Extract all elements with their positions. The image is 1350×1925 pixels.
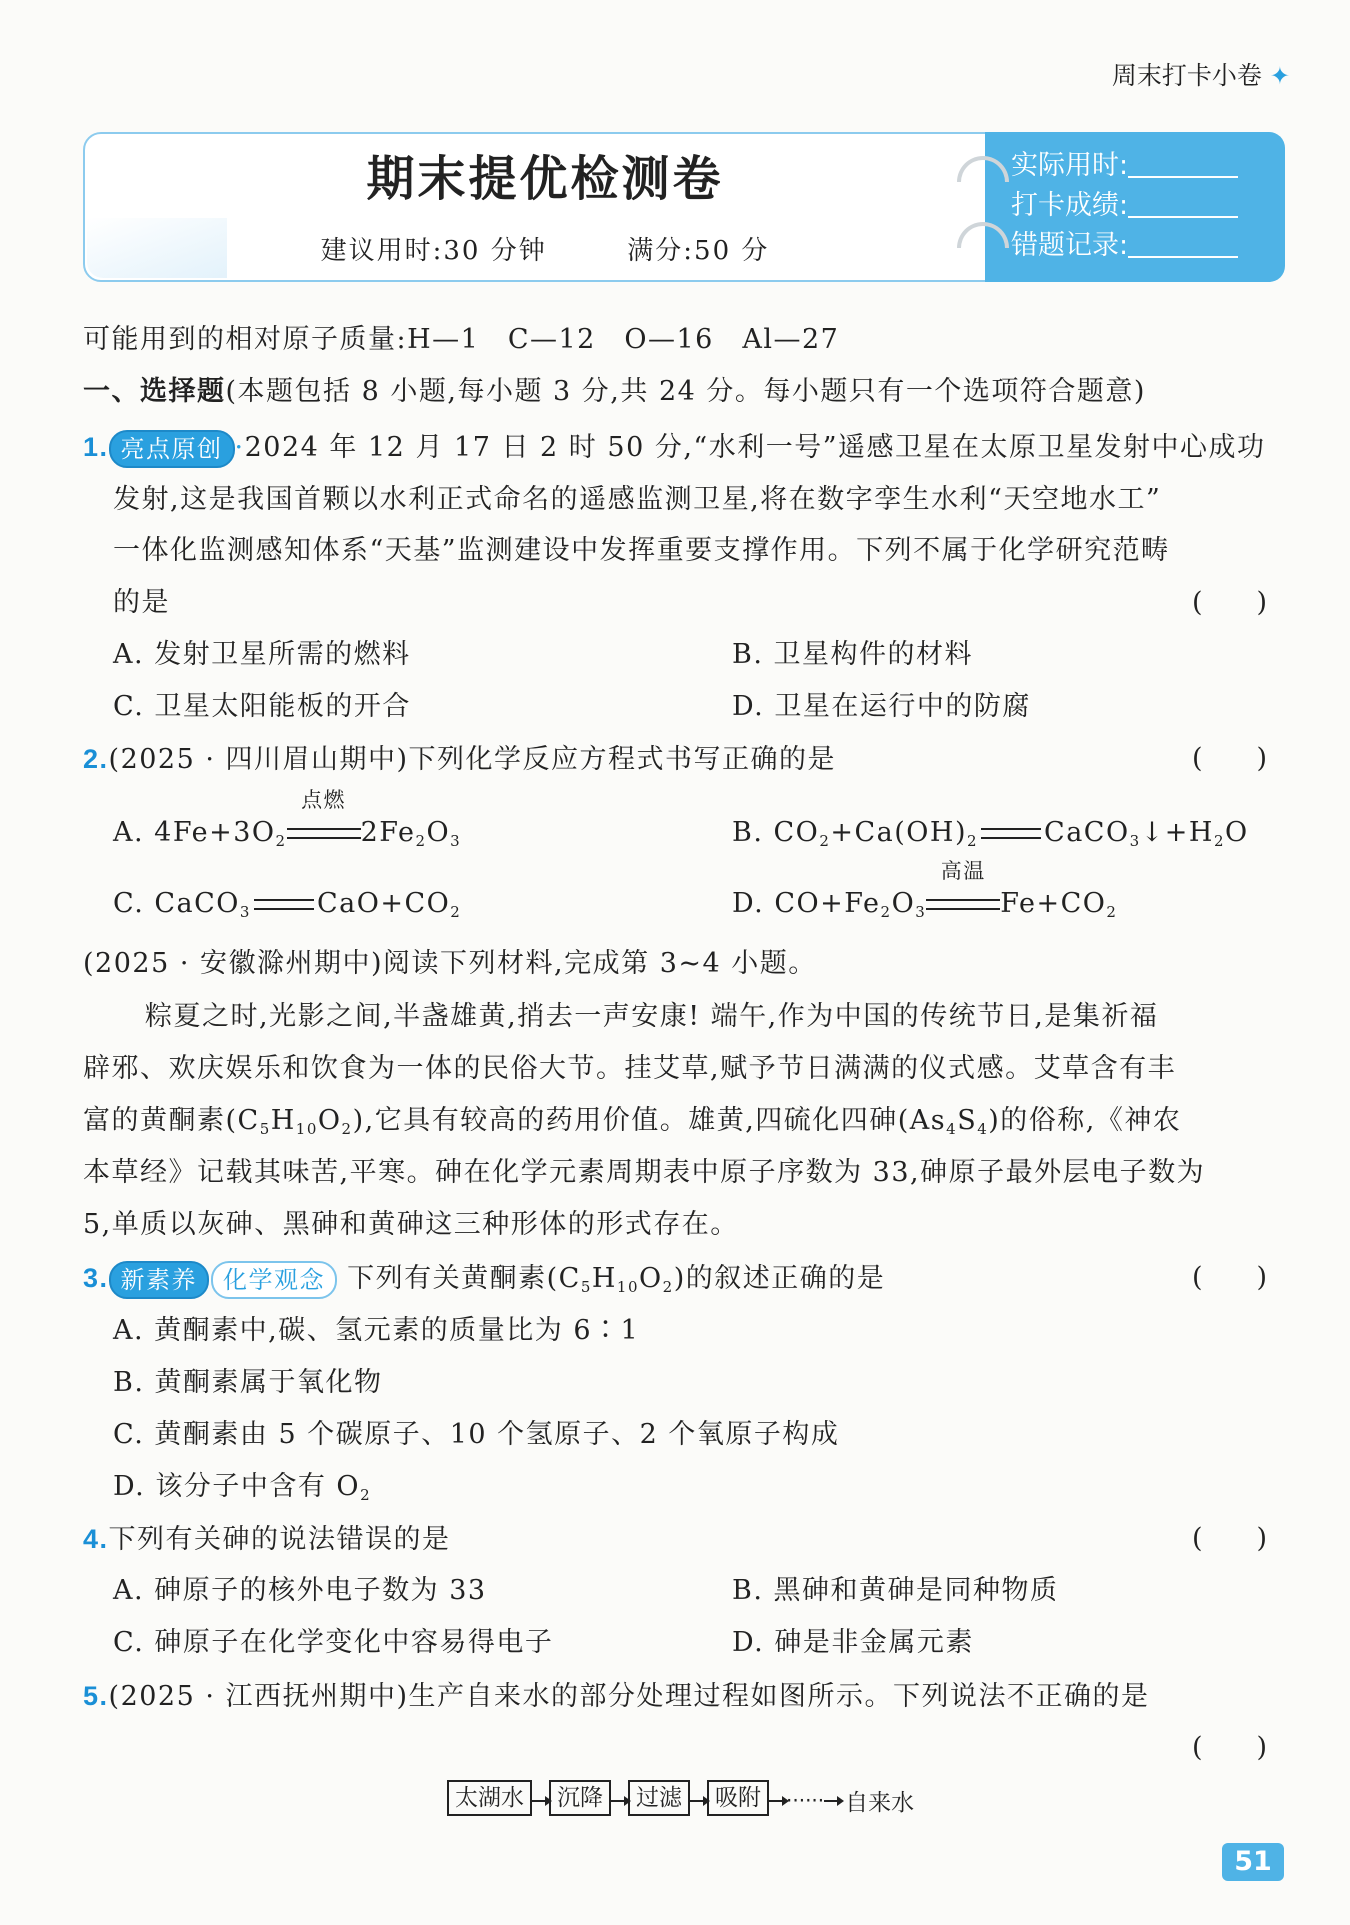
q4-answer-paren[interactable]: ( ) xyxy=(1192,1523,1268,1554)
passage-p1: 粽夏之时,光影之间,半盏雄黄,捎去一声安康! 端午,作为中国的传统节日,是集祈福 xyxy=(145,1001,1159,1032)
q3-stem: 3. 新素养 化学观念 下列有关黄酮素$(C_5H_{10}O_2)$的叙述正确的是 xyxy=(83,1258,885,1299)
q1-line3: 一体化监测感知体系“天基”监测建设中发挥重要支撑作用。下列不属于化学研究范畴 xyxy=(113,535,1170,566)
q3-option-b[interactable]: B. 黄酮素属于氧化物 xyxy=(113,1367,383,1398)
q2-option-b[interactable]: B. $CO_2+Ca(OH)_2$ $CaCO_3↓+H_2O$ xyxy=(732,817,1249,850)
q2-number: 2. xyxy=(83,744,109,774)
corner-title: 周末打卡小卷 xyxy=(1111,61,1262,90)
page-number: 51 xyxy=(1222,1843,1284,1881)
q4-option-d[interactable]: D. 砷是非金属元素 xyxy=(732,1627,974,1658)
section-note: (本题包括 8 小题,每小题 3 分,共 24 分。每小题只有一个选项符合题意) xyxy=(225,376,1146,407)
q2-option-a[interactable]: A. $4Fe+3O_2$ 点燃 $2Fe_2O_3$ xyxy=(113,813,461,853)
q1-option-a[interactable]: A. 发射卫星所需的燃料 xyxy=(113,639,411,670)
q2-answer-paren[interactable]: ( ) xyxy=(1192,743,1268,774)
arrow-icon xyxy=(532,1800,548,1802)
sparkle-icon: ✦ xyxy=(1269,62,1290,90)
arrow-icon xyxy=(824,1800,840,1802)
flow-step-settle: 沉降 xyxy=(549,1780,611,1816)
reaction-condition: 点燃 xyxy=(287,813,361,853)
q1-option-b[interactable]: B. 卫星构件的材料 xyxy=(732,639,974,670)
corner-header xyxy=(1112,56,1290,92)
q2-option-c[interactable]: C. CaCO$_3$ $CaO+CO_2$ xyxy=(113,888,462,921)
water-process-flow xyxy=(447,1780,914,1817)
q4-stem: 4.下列有关砷的说法错误的是 xyxy=(83,1524,451,1555)
q5-number: 5. xyxy=(83,1681,109,1711)
q1-line1: 1. 亮点原创 ·2024 年 12 月 17 日 2 时 50 分,“水利一号”遥感卫星在太原卫星发射中心成功 xyxy=(83,427,1266,468)
flow-dots: ······ xyxy=(786,1788,825,1813)
arrow-icon xyxy=(769,1800,785,1802)
q3-number: 3. xyxy=(83,1263,109,1293)
q3-option-a[interactable]: A. 黄酮素中,碳、氢元素的质量比为 6∶1 xyxy=(113,1315,640,1346)
passage-intro: (2025 · 安徽滁州期中)阅读下列材料,完成第 3~4 小题。 xyxy=(83,948,817,979)
q3-option-c[interactable]: C. 黄酮素由 5 个碳原子、10 个氢原子、2 个氧原子构成 xyxy=(113,1419,840,1450)
passage-p3: 富的黄酮素$(C_5H_{10}O_2)$,它具有较高的药用价值。雄黄,四硫化四砷$(As_4S_4)$的俗称,《神农 xyxy=(83,1105,1182,1138)
q1-option-c[interactable]: C. 卫星太阳能板的开合 xyxy=(113,691,411,722)
reaction-condition: 高温 xyxy=(926,884,1000,924)
arrow-icon xyxy=(690,1800,706,1802)
flow-step-lake: 太湖水 xyxy=(447,1780,532,1816)
score-row[interactable]: 打卡成绩: xyxy=(1011,186,1238,226)
exam-title: 期末提优检测卷 xyxy=(366,151,724,207)
q2-stem: 2.(2025 · 四川眉山期中)下列化学反应方程式书写正确的是 xyxy=(83,744,837,775)
passage-p5: 5,单质以灰砷、黑砷和黄砷这三种形体的形式存在。 xyxy=(83,1209,739,1240)
actual-time-row[interactable]: 实际用时: xyxy=(1011,146,1238,186)
q1-answer-paren[interactable]: ( ) xyxy=(1192,587,1268,618)
section-heading: 一、选择题 xyxy=(83,376,226,407)
q1-number: 1. xyxy=(83,432,109,462)
passage-p4: 本草经》记载其味苦,平寒。砷在化学元素周期表中原子序数为 33,砷原子最外层电子数为 xyxy=(83,1157,1206,1188)
flow-end: 自来水 xyxy=(845,1790,915,1816)
arrow-icon xyxy=(611,1800,627,1802)
flow-step-filter: 过滤 xyxy=(628,1780,690,1816)
record-panel xyxy=(985,132,1285,282)
q4-number: 4. xyxy=(83,1524,109,1554)
q5-answer-paren[interactable]: ( ) xyxy=(1192,1732,1268,1763)
q2-option-d[interactable]: D. $CO+Fe_2O_3$ 高温 $Fe+CO_2$ xyxy=(732,884,1117,924)
q3-tag-new: 新素养 xyxy=(109,1261,210,1299)
equals-sign xyxy=(981,828,1041,839)
q3-answer-paren[interactable]: ( ) xyxy=(1192,1262,1268,1293)
equals-sign xyxy=(254,899,314,910)
q4-option-b[interactable]: B. 黑砷和黄砷是同种物质 xyxy=(732,1575,1059,1606)
q1-line2: 发射,这是我国首颗以水利正式命名的遥感监测卫星,将在数字孪生水利“天空地水工” xyxy=(113,484,1162,515)
title-box xyxy=(83,132,1007,282)
q1-tag: 亮点原创 xyxy=(109,430,235,468)
title-banner xyxy=(83,132,1285,282)
q4-option-a[interactable]: A. 砷原子的核外电子数为 33 xyxy=(113,1575,487,1606)
q3-option-d[interactable]: D. 该分子中含有 $O_2$ xyxy=(113,1471,372,1504)
atomic-mass-line: 可能用到的相对原子质量:H—1 C—12 O—16 Al—27 xyxy=(83,324,840,355)
q4-option-c[interactable]: C. 砷原子在化学变化中容易得电子 xyxy=(113,1627,554,1658)
error-row[interactable]: 错题记录: xyxy=(1011,226,1238,266)
q1-option-d[interactable]: D. 卫星在运行中的防腐 xyxy=(732,691,1031,722)
q3-tag-concept: 化学观念 xyxy=(211,1261,337,1299)
q1-line4: 的是 xyxy=(113,587,170,618)
section-title xyxy=(83,372,1146,412)
q5-stem: 5.(2025 · 江西抚州期中)生产自来水的部分处理过程如图所示。下列说法不正确的是 xyxy=(83,1681,1150,1712)
suggested-time: 建议用时:30 分钟 xyxy=(320,236,547,266)
flow-step-adsorb: 吸附 xyxy=(707,1780,769,1816)
full-score: 满分:50 分 xyxy=(627,236,770,266)
exam-meta xyxy=(85,230,1005,267)
passage-p2: 辟邪、欢庆娱乐和饮食为一体的民俗大节。挂艾草,赋予节日满满的仪式感。艾草含有丰 xyxy=(83,1053,1177,1084)
